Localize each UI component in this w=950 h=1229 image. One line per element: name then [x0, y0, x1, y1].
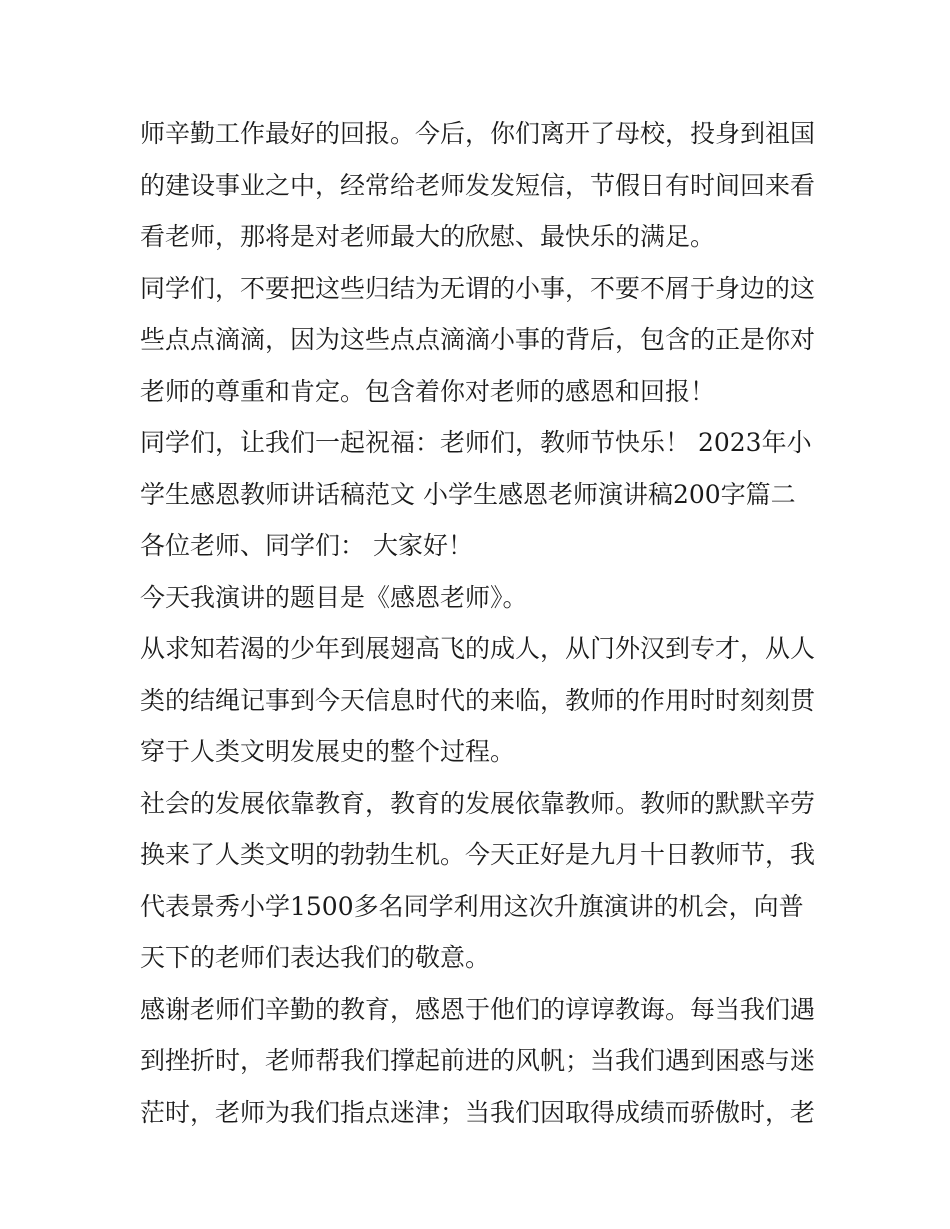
text-line: 老师的尊重和肯定。包含着你对老师的感恩和回报！ — [140, 376, 716, 406]
text-line: 各位老师、同学们： 大家好！ — [140, 531, 473, 560]
text-line: 穿于人类文明发展史的整个过程。 — [140, 737, 516, 766]
body-text — [140, 108, 820, 1138]
text-line: 同学们，不要把这些归结为无谓的小事，不要不屑于身边的这 — [140, 273, 816, 303]
text-line: 类的结绳记事到今天信息时代的来临，教师的作用时时刻刻贯 — [140, 685, 816, 715]
text-line: 天下的老师们表达我们的敬意。 — [140, 943, 491, 972]
text-line: 从求知若渴的少年到展翅高飞的成人，从门外汉到专才，从人 — [140, 634, 816, 663]
text-line: 的建设事业之中，经常给老师发发短信，节假日有时间回来看 — [140, 170, 816, 200]
text-line: 社会的发展依靠教育，教育的发展依靠教师。教师的默默辛劳 — [140, 788, 816, 818]
text-line: 些点点滴滴，因为这些点点滴滴小事的背后，包含的正是你对 — [140, 325, 816, 354]
text-line: 看老师，那将是对老师最大的欣慰、最快乐的满足。 — [140, 222, 716, 251]
text-line: 今天我演讲的题目是《感恩老师》。 — [140, 582, 528, 612]
text-line: 学生感恩教师讲话稿范文 小学生感恩老师演讲稿200字篇二 — [140, 479, 796, 509]
text-line: 师辛勤工作最好的回报。今后，你们离开了母校，投身到祖国 — [140, 119, 816, 148]
text-line: 到挫折时，老师帮我们撑起前进的风帆；当我们遇到困惑与迷 — [140, 1046, 816, 1075]
text-line: 换来了人类文明的勃勃生机。今天正好是九月十日教师节，我 — [140, 840, 816, 869]
text-line: 茫时，老师为我们指点迷津；当我们因取得成绩而骄傲时，老 — [140, 1097, 816, 1127]
text-line: 代表景秀小学1500多名同学利用这次升旗演讲的机会，向普 — [140, 891, 804, 921]
text-line: 同学们，让我们一起祝福：老师们，教师节快乐！ 2023年小 — [140, 428, 812, 457]
text-line: 感谢老师们辛勤的教育，感恩于他们的谆谆教诲。每当我们遇 — [140, 994, 816, 1024]
